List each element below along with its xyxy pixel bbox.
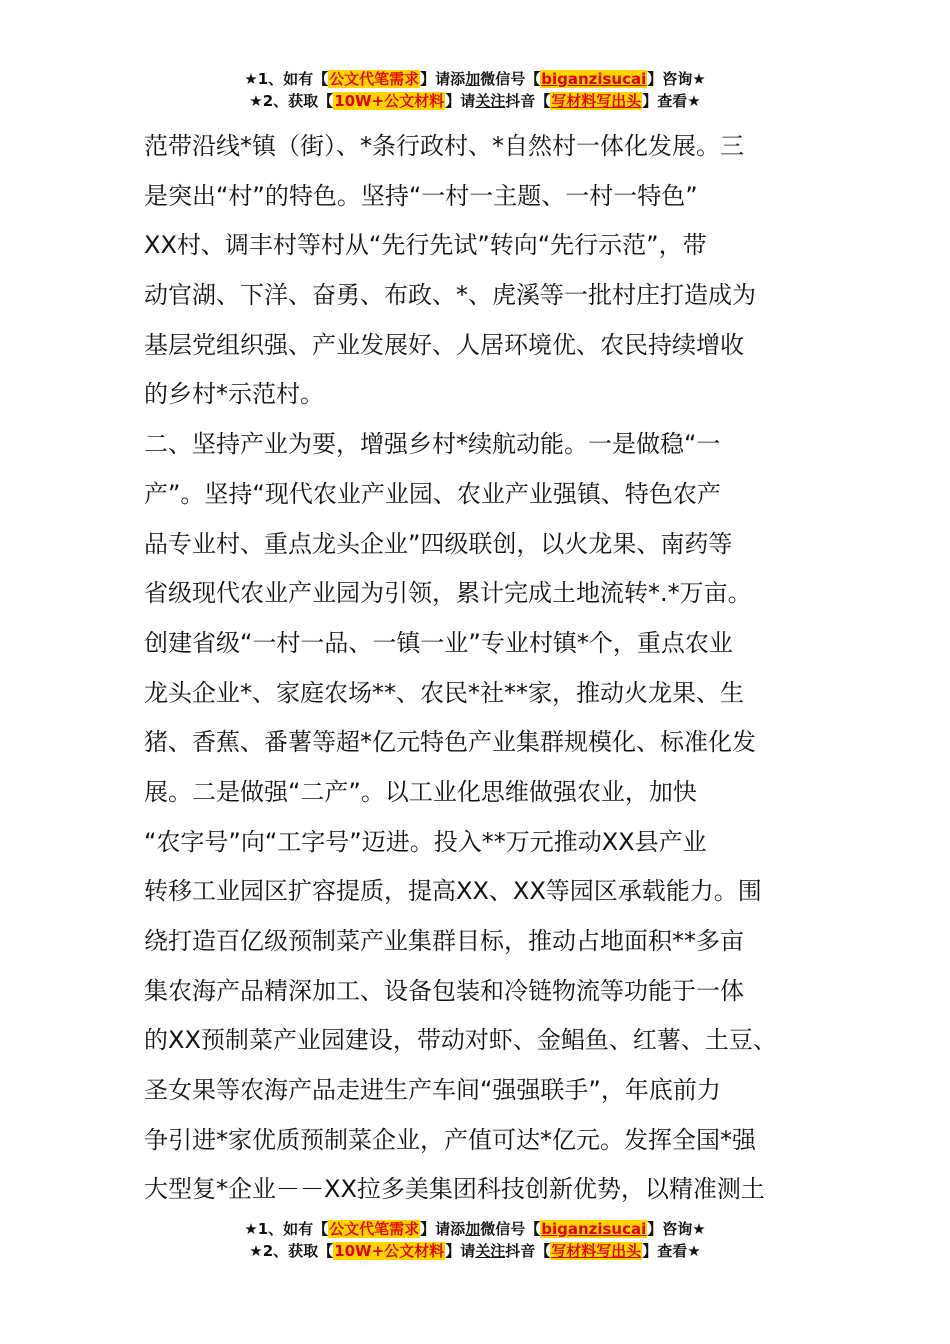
footer-line-1-underlined: 加	[465, 1220, 481, 1238]
footer-line-2-suffix: 】查看★	[642, 1242, 701, 1260]
footer-line-2-mid: 】请	[445, 1242, 476, 1260]
body-line: “农字号”向“工字号”迈进。投入**万元推动XX县产业	[144, 827, 707, 856]
footer-line-1-prefix: ★1、如有【	[244, 1220, 329, 1238]
body-line: 圣女果等农海产品走进生产车间“强强联手”，年底前力	[144, 1076, 721, 1105]
header-line-1-mid: 】请添	[420, 70, 466, 88]
body-line: 龙头企业*、家庭农场**、农民*社**家，推动火龙果、生	[144, 678, 744, 707]
header-wechat-id: biganzisucai	[541, 70, 647, 88]
header-line-2-prefix: ★2、获取【	[249, 92, 334, 110]
header-line-1-prefix: ★1、如有【	[244, 70, 329, 88]
body-line: 产”。坚持“现代农业产业园、农业产业强镇、特色农产	[144, 479, 721, 508]
footer-materials-highlight: 10W+公文材料	[334, 1242, 445, 1260]
footer-line-1-suffix: 】咨询★	[647, 1220, 706, 1238]
header-douyin-account: 写材料写出头	[551, 92, 642, 110]
body-line: 动官湖、下洋、奋勇、布政、*、虎溪等一批村庄打造成为	[144, 281, 756, 310]
body-line: 省级现代农业产业园为引领，累计完成土地流转*.*万亩。	[144, 579, 752, 608]
header-materials-highlight: 10W+公文材料	[334, 92, 445, 110]
header-line-2-douyin-label: 抖音【	[505, 92, 551, 110]
header-line-1	[0, 68, 950, 90]
header-line-1-suffix: 】咨询★	[647, 70, 706, 88]
header-line-2-suffix: 】查看★	[642, 92, 701, 110]
header-service-highlight: 公文代笔需求	[329, 70, 420, 88]
header-banner	[0, 68, 950, 112]
footer-line-1-mid: 】请添	[420, 1220, 466, 1238]
body-line: 猪、香蕉、番薯等超*亿元特色产业集群规模化、标准化发	[144, 728, 756, 757]
header-line-2-mid: 】请	[445, 92, 476, 110]
body-line: 是突出“村”的特色。坚持“一村一主题、一村一特色”	[144, 181, 698, 210]
footer-douyin-account: 写材料写出头	[551, 1242, 642, 1260]
footer-line-1	[0, 1218, 950, 1240]
body-line: 范带沿线*镇（街）、*条行政村、*自然村一体化发展。三	[144, 132, 744, 160]
body-line: 转移工业园区扩容提质，提高XX、XX等园区承载能力。围	[144, 877, 762, 906]
header-line-1-wechat-label: 微信号【	[480, 70, 541, 88]
header-line-2-underlined: 关注	[475, 92, 506, 110]
document-body	[144, 122, 834, 1215]
footer-service-highlight: 公文代笔需求	[329, 1220, 420, 1238]
footer-line-2-douyin-label: 抖音【	[505, 1242, 551, 1260]
body-line: XX村、调丰村等村从“先行先试”转向“先行示范”，带	[144, 231, 707, 260]
footer-wechat-id: biganzisucai	[541, 1220, 647, 1238]
header-line-2	[0, 90, 950, 112]
body-line: 集农海产品精深加工、设备包装和冷链物流等功能于一体	[144, 976, 744, 1005]
body-line: 展。二是做强“二产”。以工业化思维做强农业，加快	[144, 777, 697, 806]
footer-line-2	[0, 1240, 950, 1262]
body-line: 品专业村、重点龙头企业”四级联创，以火龙果、南药等	[144, 529, 733, 558]
footer-line-1-wechat-label: 微信号【	[480, 1220, 541, 1238]
header-line-1-underlined: 加	[465, 70, 481, 88]
body-line: 的乡村*示范村。	[144, 380, 324, 409]
body-line: 的XX预制菜产业园建设，带动对虾、金鲳鱼、红薯、土豆、	[144, 1026, 777, 1055]
footer-line-2-underlined: 关注	[475, 1242, 506, 1260]
body-line: 基层党组织强、产业发展好、人居环境优、农民持续增收	[144, 330, 744, 359]
body-line: 大型复*企业－－XX拉多美集团科技创新优势，以精准测土	[144, 1175, 765, 1204]
footer-banner	[0, 1218, 950, 1262]
body-line: 争引进*家优质预制菜企业，产值可达*亿元。发挥全国*强	[144, 1125, 756, 1154]
section-heading-line: 二、坚持产业为要，增强乡村*续航动能。一是做稳“一	[144, 430, 721, 459]
body-line: 创建省级“一村一品、一镇一业”专业村镇*个，重点农业	[144, 628, 733, 657]
footer-line-2-prefix: ★2、获取【	[249, 1242, 334, 1260]
body-line: 绕打造百亿级预制菜产业集群目标，推动占地面积**多亩	[144, 927, 744, 955]
